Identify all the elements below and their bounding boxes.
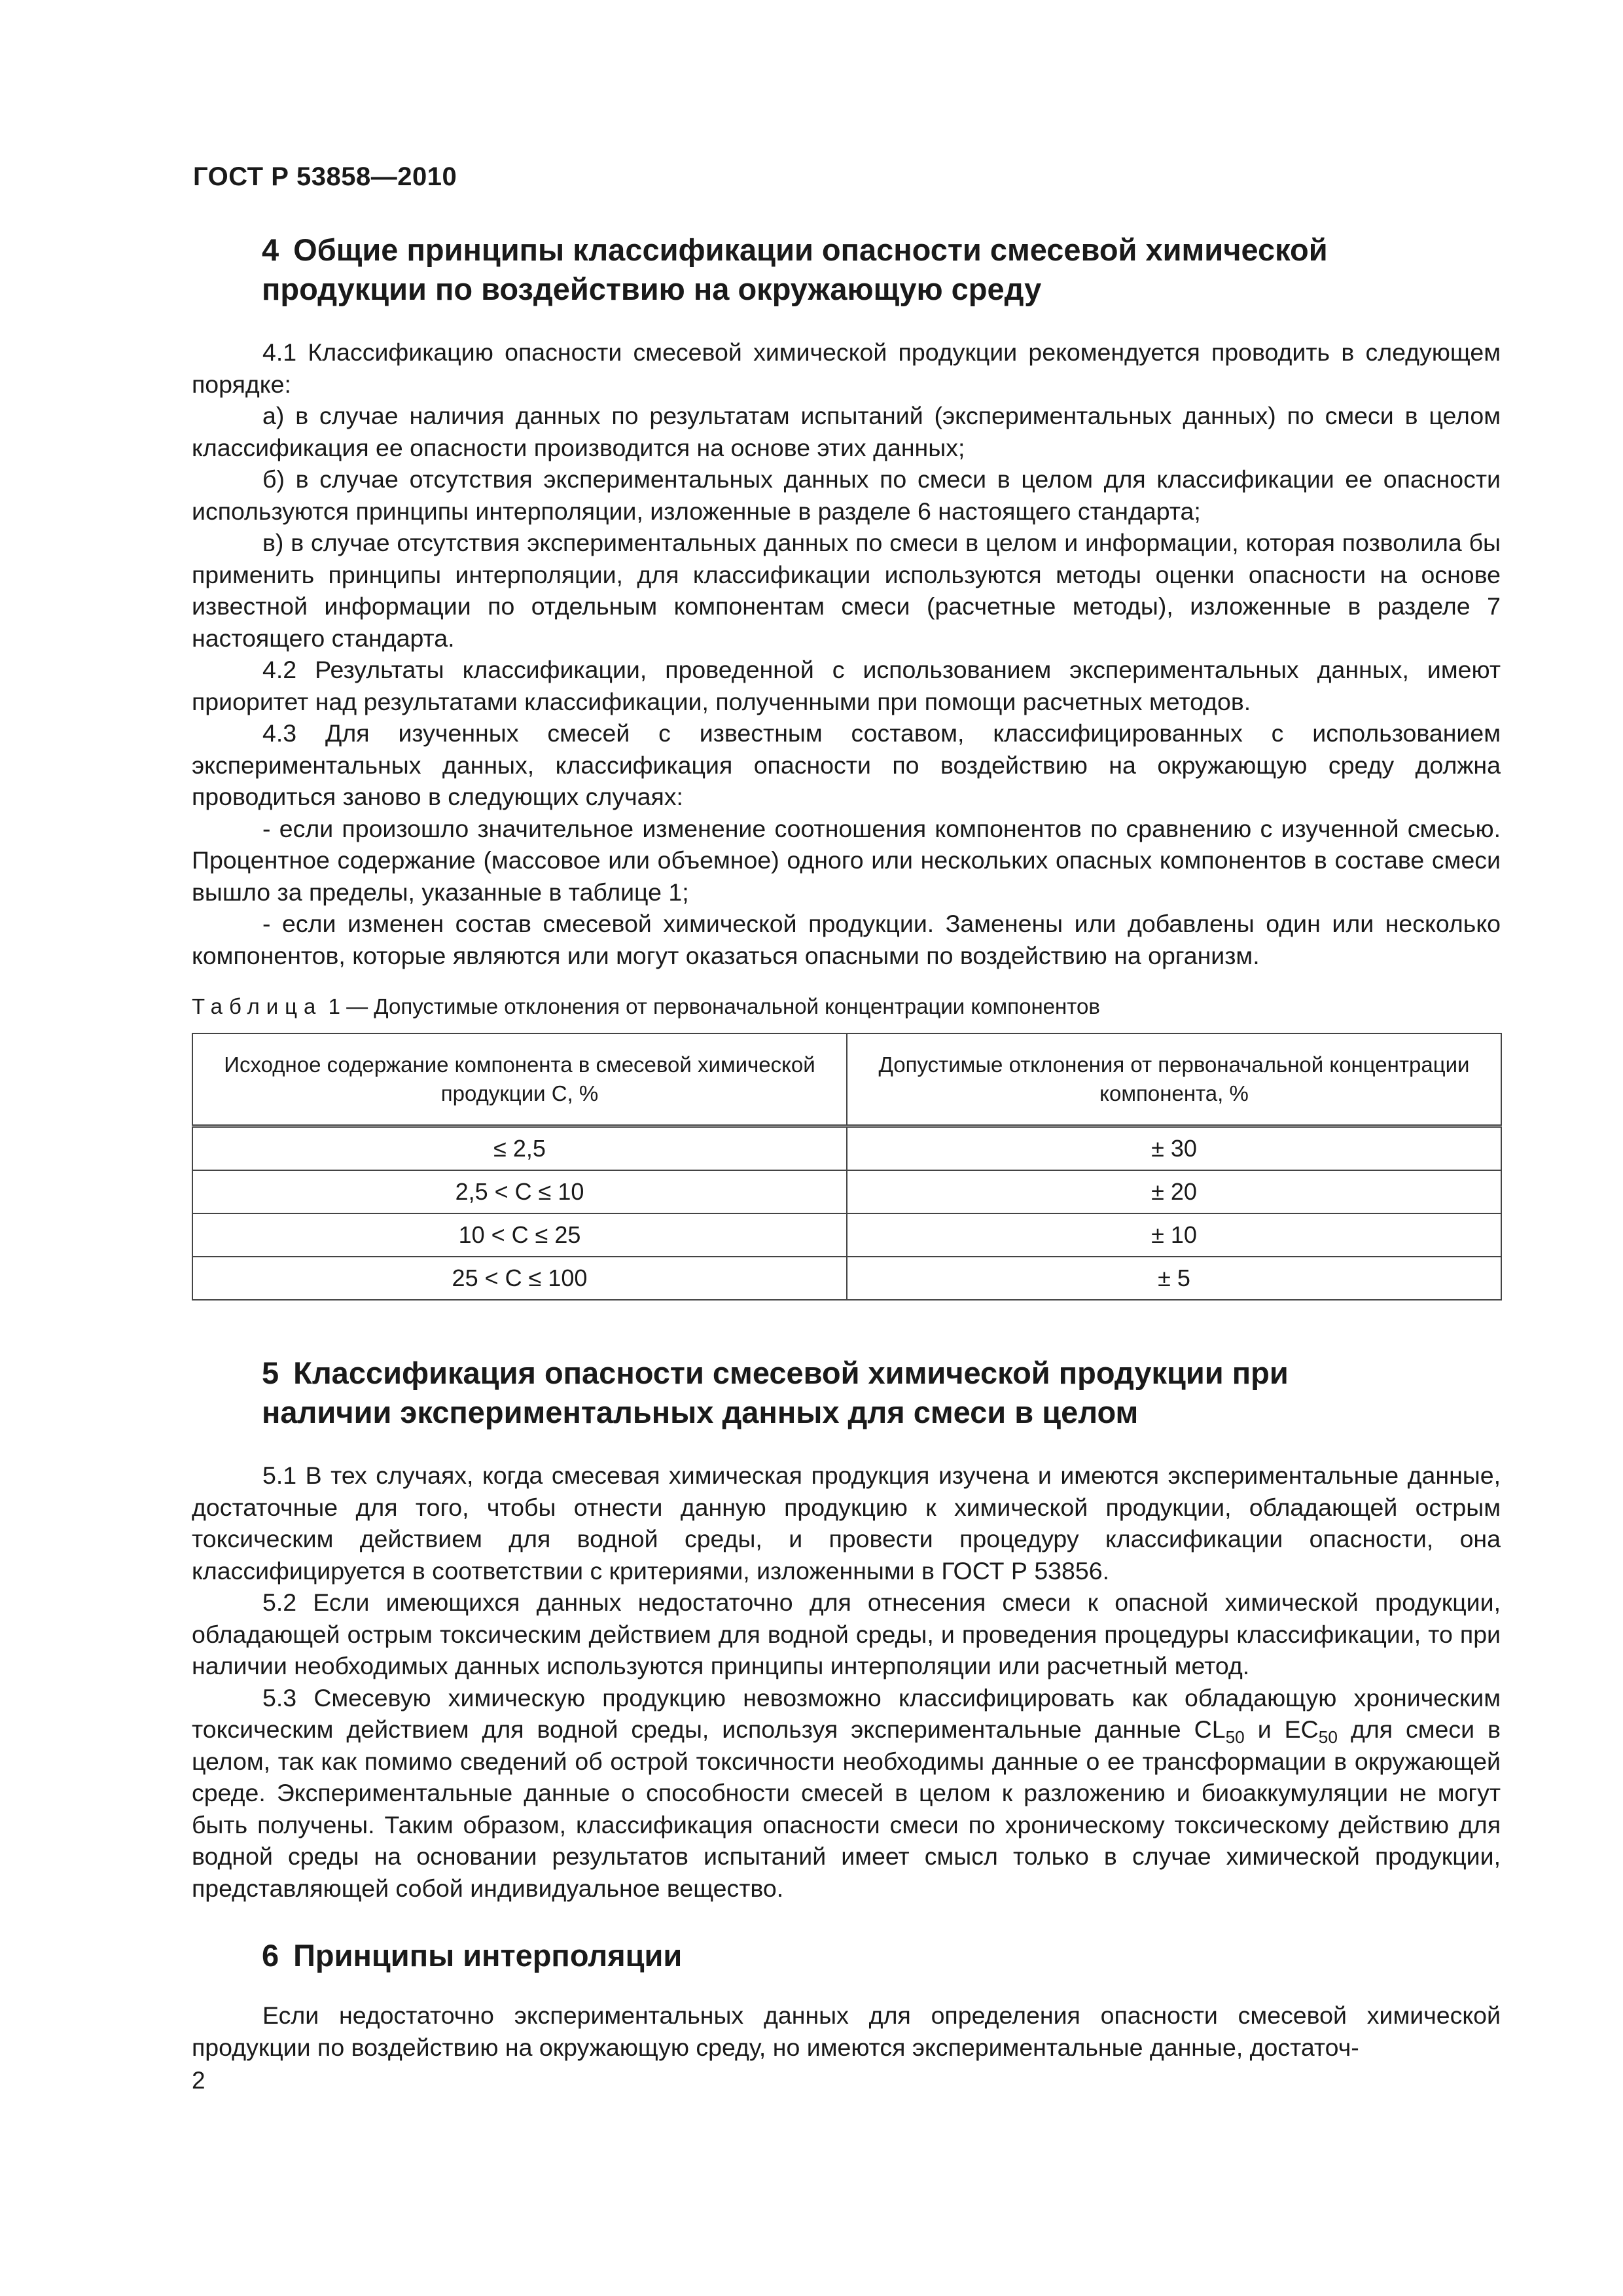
section-4-title-line2: продукции по воздействию на окружающую среду	[262, 272, 1042, 306]
paragraph: 4.1 Классификацию опасности смесевой химической продукции рекомендуется проводить в следующем порядке:	[192, 338, 1501, 398]
table-caption-text: 1 — Допустимые отклонения от первоначальной концентрации компонентов	[328, 994, 1100, 1018]
section-5-title-line1: Классификация опасности смесевой химической продукции при	[293, 1355, 1289, 1390]
cell-content: 25 < C ≤ 100	[192, 1257, 847, 1300]
paragraph: б) в случае отсутствия экспериментальных данных по смеси в целом для классификации ее опасности используются принципы интерполяции, изложенные в разделе 6 настоящего стандарта;	[192, 465, 1501, 525]
paragraph: 5.1 В тех случаях, когда смесевая химическая продукция изучена и имеются экспериментальные данные, достаточные для того, чтобы отнести данную продукцию к химической продукции, обладающей острым токсическим действием для водной среды, и провести процедуру классификации опасности, она классифицируется в соответствии с критериями, изложенными в ГОСТ Р 53856.	[192, 1462, 1501, 1585]
subscript: 50	[1225, 1727, 1245, 1747]
section-6-body	[192, 2000, 1501, 2063]
paragraph: в) в случае отсутствия экспериментальных данных по смеси в целом и информации, которая позволила бы применить принципы интерполяции, для классификации используются методы оценки опасности на основе известной информации по отдельным компонентам смеси (расчетные методы), изложенные в разделе 7 настоящего стандарта.	[192, 529, 1501, 652]
section-5-title-line2: наличии экспериментальных данных для смеси в целом	[262, 1395, 1139, 1429]
section-6-heading	[262, 1936, 1505, 1975]
deviation-table	[192, 1033, 1502, 1300]
paragraph: а) в случае наличия данных по результатам испытаний (экспериментальных данных) по смеси в целом классификация ее опасности производится на основе этих данных;	[192, 402, 1501, 461]
column-header-content: Исходное содержание компонента в смесевой химической продукции С, %	[192, 1033, 847, 1126]
paragraph-text: и EC	[1244, 1715, 1319, 1743]
table-row	[192, 1213, 1501, 1257]
section-4-number: 4	[262, 232, 279, 267]
cell-content: ≤ 2,5	[192, 1126, 847, 1171]
column-header-deviation: Допустимые отклонения от первоначальной концентрации компонента, %	[847, 1033, 1501, 1126]
table-row	[192, 1170, 1501, 1213]
cell-deviation: ± 10	[847, 1213, 1501, 1257]
paragraph: - если изменен состав смесевой химической продукции. Заменены или добавлены один или несколько компонентов, которые являются или могут оказаться опасными по воздействию на организм.	[192, 910, 1501, 969]
page-number: 2	[192, 2067, 205, 2094]
table-header-row	[192, 1033, 1501, 1126]
table-row	[192, 1257, 1501, 1300]
table-row	[192, 1126, 1501, 1171]
section-5-number: 5	[262, 1355, 279, 1390]
cell-deviation: ± 30	[847, 1126, 1501, 1171]
section-4-heading	[262, 230, 1505, 309]
paragraph	[192, 1682, 1501, 1905]
table-1-caption	[192, 992, 1100, 1021]
paragraph: 4.3 Для изученных смесей с известным составом, классифицированных с использованием экспериментальных данных, классификация опасности по воздействию на окружающую среду должна проводиться заново в следующих случаях:	[192, 719, 1501, 810]
section-5-heading	[262, 1354, 1505, 1432]
section-6-title: Принципы интерполяции	[293, 1938, 683, 1973]
paragraph-text: 5.3 Смесевую химическую продукцию невозможно классифицировать как обладающую хроническим токсическим действием для водной среды, используя экспериментальные данные CL	[192, 1683, 1501, 1743]
subscript: 50	[1318, 1727, 1338, 1747]
table-caption-label: Таблица	[192, 994, 323, 1018]
cell-deviation: ± 5	[847, 1257, 1501, 1300]
section-6-number: 6	[262, 1938, 279, 1973]
paragraph: 4.2 Результаты классификации, проведенной с использованием экспериментальных данных, имеют приоритет над результатами классификации, полученными при помощи расчетных методов.	[192, 656, 1501, 715]
section-5-body	[192, 1460, 1501, 1904]
cell-content: 10 < C ≤ 25	[192, 1213, 847, 1257]
paragraph-text: для смеси в целом, так как помимо сведений об острой токсичности необходимы данные о ее трансформации в окружающей среде. Экспериментальные данные о способности смесей в целом к разложению и биоаккумуляции не могут быть получены. Таким образом, классификация опасности смеси по хроническому токсическому действию для водной среды на основании результатов испытаний имеет смысл только в случае химической продукции, представляющей собой индивидуальное вещество.	[192, 1715, 1501, 1902]
section-4-body	[192, 336, 1501, 971]
paragraph: 5.2 Если имеющихся данных недостаточно для отнесения смеси к опасной химической продукции, обладающей острым токсическим действием для водной среды, и проведения процедуры классификации, то при наличии необходимых данных используются принципы интерполяции или расчетный метод.	[192, 1588, 1501, 1679]
paragraph: - если произошло значительное изменение соотношения компонентов по сравнению с изученной смесью. Процентное содержание (массовое или объемное) одного или нескольких опасных компонентов в составе смеси вышло за пределы, указанные в таблице 1;	[192, 814, 1501, 906]
paragraph: Если недостаточно экспериментальных данных для определения опасности смесевой химической продукции по воздействию на окружающую среду, но имеются экспериментальные данные, достаточ-	[192, 2001, 1501, 2061]
cell-content: 2,5 < C ≤ 10	[192, 1170, 847, 1213]
cell-deviation: ± 20	[847, 1170, 1501, 1213]
section-4-title-line1: Общие принципы классификации опасности смесевой химической	[293, 232, 1328, 267]
document-code-header: ГОСТ Р 53858—2010	[193, 162, 457, 191]
